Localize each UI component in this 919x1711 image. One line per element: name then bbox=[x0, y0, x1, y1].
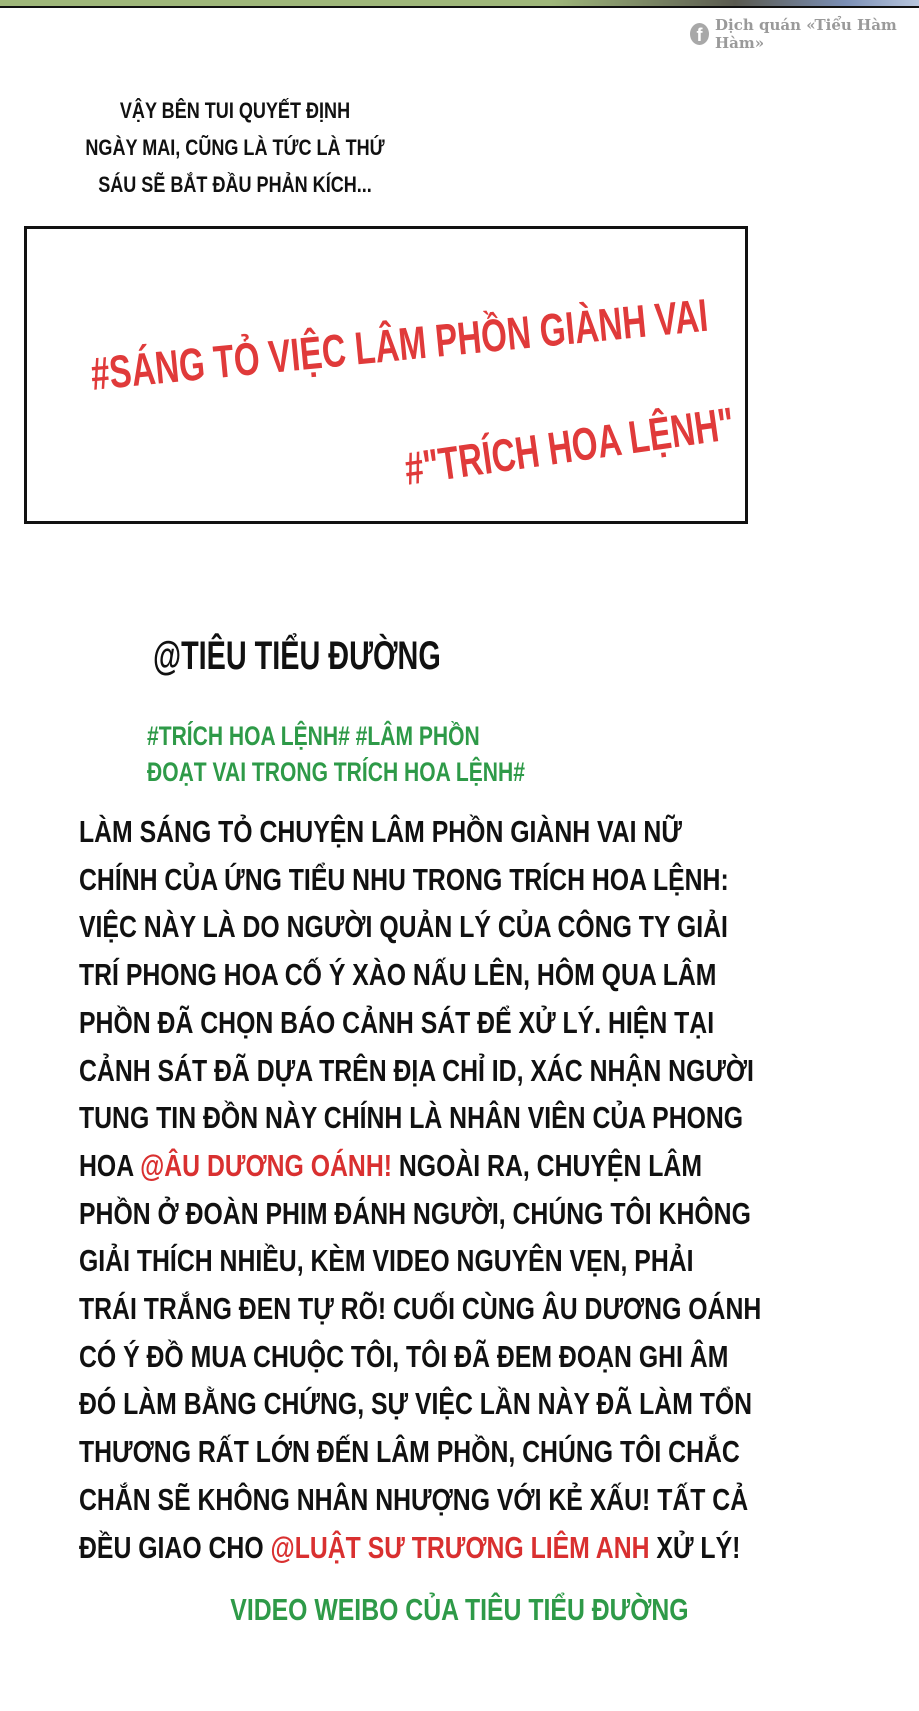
mention-link[interactable]: @ÂU DƯƠNG OÁNH! bbox=[140, 1147, 392, 1183]
body-line bbox=[79, 1047, 761, 1095]
body-line bbox=[79, 1333, 761, 1381]
speech-line: VẬY BÊN TUI QUYẾT ĐỊNH bbox=[119, 98, 351, 123]
mention-link[interactable]: @LUẬT SƯ TRƯƠNG LIÊM ANH bbox=[270, 1529, 650, 1565]
body-line bbox=[79, 999, 761, 1047]
body-text: CẢNH SÁT ĐÃ DỰA TRÊN ĐỊA CHỈ ID, XÁC NHẬN NGƯỜI bbox=[79, 1052, 754, 1088]
watermark bbox=[690, 16, 919, 52]
facebook-icon: f bbox=[690, 23, 709, 45]
body-line bbox=[79, 1285, 761, 1333]
body-line bbox=[79, 808, 761, 856]
body-line bbox=[79, 903, 761, 951]
body-line bbox=[79, 1524, 761, 1572]
headline-line-2: #"TRÍCH HOA LỆNH" bbox=[401, 397, 738, 495]
body-line bbox=[79, 1237, 761, 1285]
body-text: ĐỀU GIAO CHO bbox=[79, 1529, 271, 1565]
speech-line: NGÀY MAI, CŨNG LÀ TỨC LÀ THỨ bbox=[85, 135, 385, 160]
body-line bbox=[79, 951, 761, 999]
speech-text bbox=[15, 92, 455, 203]
post-body bbox=[79, 808, 919, 1571]
headline-line-1: #SÁNG TỎ VIỆC LÂM PHỒN GIÀNH VAI bbox=[88, 288, 711, 400]
post-hashtags bbox=[147, 718, 632, 790]
body-text: VIỆC NÀY LÀ DO NGƯỜI QUẢN LÝ CỦA CÔNG TY GIẢI bbox=[79, 909, 728, 945]
body-line bbox=[79, 1190, 761, 1238]
body-text: XỬ LÝ! bbox=[649, 1529, 741, 1565]
body-line bbox=[79, 856, 761, 904]
body-text: TUNG TIN ĐỒN NÀY CHÍNH LÀ NHÂN VIÊN CỦA PHONG bbox=[79, 1100, 744, 1136]
body-text: CHẮN SẼ KHÔNG NHÂN NHƯỢNG VỚI KẺ XẤU! TẤT CẢ bbox=[79, 1481, 749, 1517]
body-text: TRÁI TRẮNG ĐEN TỰ RÕ! CUỐI CÙNG ÂU DƯƠNG OÁNH bbox=[79, 1291, 762, 1327]
body-text: THƯƠNG RẤT LỚN ĐẾN LÂM PHỒN, CHÚNG TÔI CHẮC bbox=[79, 1434, 740, 1470]
video-caption-text: VIDEO WEIBO CỦA TIÊU TIỂU ĐƯỜNG bbox=[230, 1592, 689, 1627]
post-author-handle: @TIÊU TIỂU ĐƯỜNG bbox=[153, 634, 441, 678]
body-text: GIẢI THÍCH NHIỀU, KÈM VIDEO NGUYÊN VẸN, PHẢI bbox=[79, 1243, 694, 1279]
watermark-text: Dịch quán «Tiểu Hàm Hàm» bbox=[715, 16, 897, 52]
body-line bbox=[79, 1094, 761, 1142]
body-text: LÀM SÁNG TỎ CHUYỆN LÂM PHỒN GIÀNH VAI NỮ bbox=[79, 814, 682, 849]
hashtag-line: ĐOẠT VAI TRONG TRÍCH HOA LỆNH# bbox=[147, 757, 525, 787]
body-text: PHỒN Ở ĐOÀN PHIM ĐÁNH NGƯỜI, CHÚNG TÔI KHÔNG bbox=[79, 1195, 751, 1231]
headline-panel bbox=[24, 226, 748, 524]
body-text: CHÍNH CỦA ỨNG TIỂU NHU TRONG TRÍCH HOA LỆNH: bbox=[79, 861, 729, 897]
video-caption bbox=[0, 1592, 919, 1628]
speech-line: SÁU SẼ BẮT ĐẦU PHẢN KÍCH... bbox=[98, 172, 372, 197]
body-text: PHỒN ĐÃ CHỌN BÁO CẢNH SÁT ĐỂ XỬ LÝ. HIỆN TẠI bbox=[79, 1004, 715, 1040]
body-text: HOA bbox=[79, 1147, 141, 1183]
body-line bbox=[79, 1476, 761, 1524]
body-line bbox=[79, 1142, 761, 1190]
body-line bbox=[79, 1380, 761, 1428]
body-text: NGOÀI RA, CHUYỆN LÂM bbox=[391, 1147, 702, 1183]
body-text: CÓ Ý ĐỒ MUA CHUỘC TÔI, TÔI ĐÃ ĐEM ĐOẠN GHI ÂM bbox=[79, 1338, 729, 1374]
previous-panel-edge bbox=[0, 0, 919, 8]
hashtag-line: #TRÍCH HOA LỆNH# #LÂM PHỒN bbox=[147, 721, 480, 751]
body-text: ĐÓ LÀM BẰNG CHỨNG, SỰ VIỆC LẦN NÀY ĐÃ LÀM TỔN bbox=[79, 1386, 753, 1422]
body-text: TRÍ PHONG HOA CỐ Ý XÀO NẤU LÊN, HÔM QUA LÂM bbox=[79, 957, 717, 993]
body-line bbox=[79, 1428, 761, 1476]
